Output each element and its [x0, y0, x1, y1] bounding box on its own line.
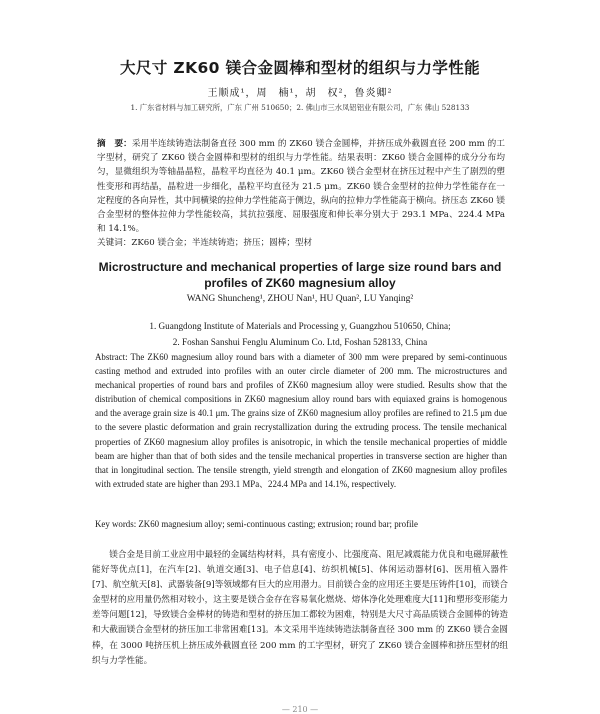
english-affiliation	[60, 318, 540, 350]
chinese-keywords-label: 关键词：	[97, 238, 132, 248]
english-abstract-label: Abstract:	[95, 352, 128, 362]
chinese-abstract-text: 采用半连续铸造法制备直径 300 mm 的 ZK60 镁合金圆棒，并挤压成外截圆直径 200 mm 的工字型材，研究了 ZK60 镁合金圆棒和型材的组织与力学性能。结果表明：ZK60 镁合金圆棒的成分分布均匀，显微组织为等轴晶晶粒，晶粒平均直径为 40.1 μm。ZK60 镁合金型材在挤压过程中产生了剧烈的塑性变形和再结晶，晶粒进一步细化，晶粒平均直径为 21.5 μm。ZK60 镁合金型材的拉伸力学性能存在一定程度的各向异性，其中间横梁的拉伸力学性能高于侧边，纵向的拉伸力学性能高于横向。挤压态 ZK60 镁合金型材的整体拉伸力学性能较高，其抗拉强度、屈服强度和伸长率分别大于 293.1 MPa、224.4 MPa 和 14.1%。	[97, 139, 505, 235]
english-keywords	[95, 517, 507, 531]
english-keywords-text: ZK60 magnesium alloy; semi-continuous casting; extrusion; round bar; profile	[136, 519, 418, 529]
english-abstract	[95, 350, 507, 491]
chinese-affiliation: 1. 广东省材料与加工研究所，广东 广州 510650；2. 佛山市三水凤铝铝业有限公司，广东 佛山 528133	[130, 103, 470, 112]
chinese-keywords-text: ZK60 镁合金；半连续铸造；挤压；圆棒；型材	[131, 238, 313, 248]
page-number: — 210 —	[281, 705, 319, 714]
english-title: Microstructure and mechanical properties of large size round bars and profiles of ZK60 magnesium alloy	[98, 260, 502, 290]
english-affiliation-2: 2. Foshan Sanshui Fenglu Aluminum Co. Ltd, Foshan 528133, China	[172, 337, 428, 347]
chinese-keywords	[97, 236, 505, 250]
introduction-paragraph: 镁合金是目前工业应用中最轻的金属结构材料，具有密度小、比强度高、阻尼减震能力优良和电磁屏蔽性能好等优点[1]，在汽车[2]、轨道交通[3]、电子信息[4]、纺织机械[5]、体闲运动器材[6]、医用植入器件[7]、航空航天[8]、武器装备[9]等领域都有巨大的应用潜力。目前镁合金的应用还主要是压铸件[10]，而镁合金型材的应用量仍然相对较小，这主要是镁合金存在容易氧化燃烧、熔体净化处理难度大[11]和塑形变形能力差等问题[12]，导致镁合金棒材的铸造和型材的挤压加工都较为困难，特别是大尺寸高品质镁合金圆棒的铸造和大截面镁合金型材的挤压加工非常困难[13]。本文采用半连续铸造法制备直径 300 mm 的 ZK60 镁合金圆棒，在 3000 吨挤压机上挤压成外截圆直径 200 mm 的工字型材，研究了 ZK60 镁合金圆棒和挤压型材的组织与力学性能。	[92, 550, 508, 666]
english-authors: WANG Shuncheng¹, ZHOU Nan¹, HU Quan², LU Yanqing²	[186, 294, 414, 304]
english-keywords-label: Key words:	[95, 519, 137, 529]
chinese-abstract-label: 摘 要：	[97, 139, 132, 149]
chinese-title: 大尺寸 ZK60 镁合金圆棒和型材的组织与力学性能	[119, 59, 481, 77]
chinese-authors: 王顺成¹，周 楠¹，胡 权²，鲁炎卿²	[207, 88, 393, 99]
chinese-abstract	[97, 137, 505, 236]
english-affiliation-1: 1. Guangdong Institute of Materials and Processing y, Guangzhou 510650, China;	[149, 321, 451, 331]
english-abstract-text: The ZK60 magnesium alloy round bars with a diameter of 300 mm were prepared by semi-continuous casting method and extruded into profiles with an outer circle diameter of 200 mm. The microstructures and mechanical properties of round bars and profiles of ZK60 magnesium alloy were studied. Results show that the distribution of chemical compositions in ZK60 magnesium alloy round bars with equiaxed grains is homogenous and the average grain size is 40.1 μm. The grains size of ZK60 magnesium alloy profiles are refined to 21.5 μm due to the severe plastic deformation and grain recrystallization during the extruding process. The tensile mechanical properties of ZK60 magnesium alloy profiles is anisotropic, in which the tensile mechanical properties of middle beam are higher than that of both sides and the tensile mechanical properties in transverse section are higher than that in longitudinal section. The tensile strength, yield strength and elongation of ZK60 magnesium alloy profiles with extruded state are higher than 293.1 MPa、224.4 MPa and 14.1%, respectively.	[95, 352, 507, 489]
